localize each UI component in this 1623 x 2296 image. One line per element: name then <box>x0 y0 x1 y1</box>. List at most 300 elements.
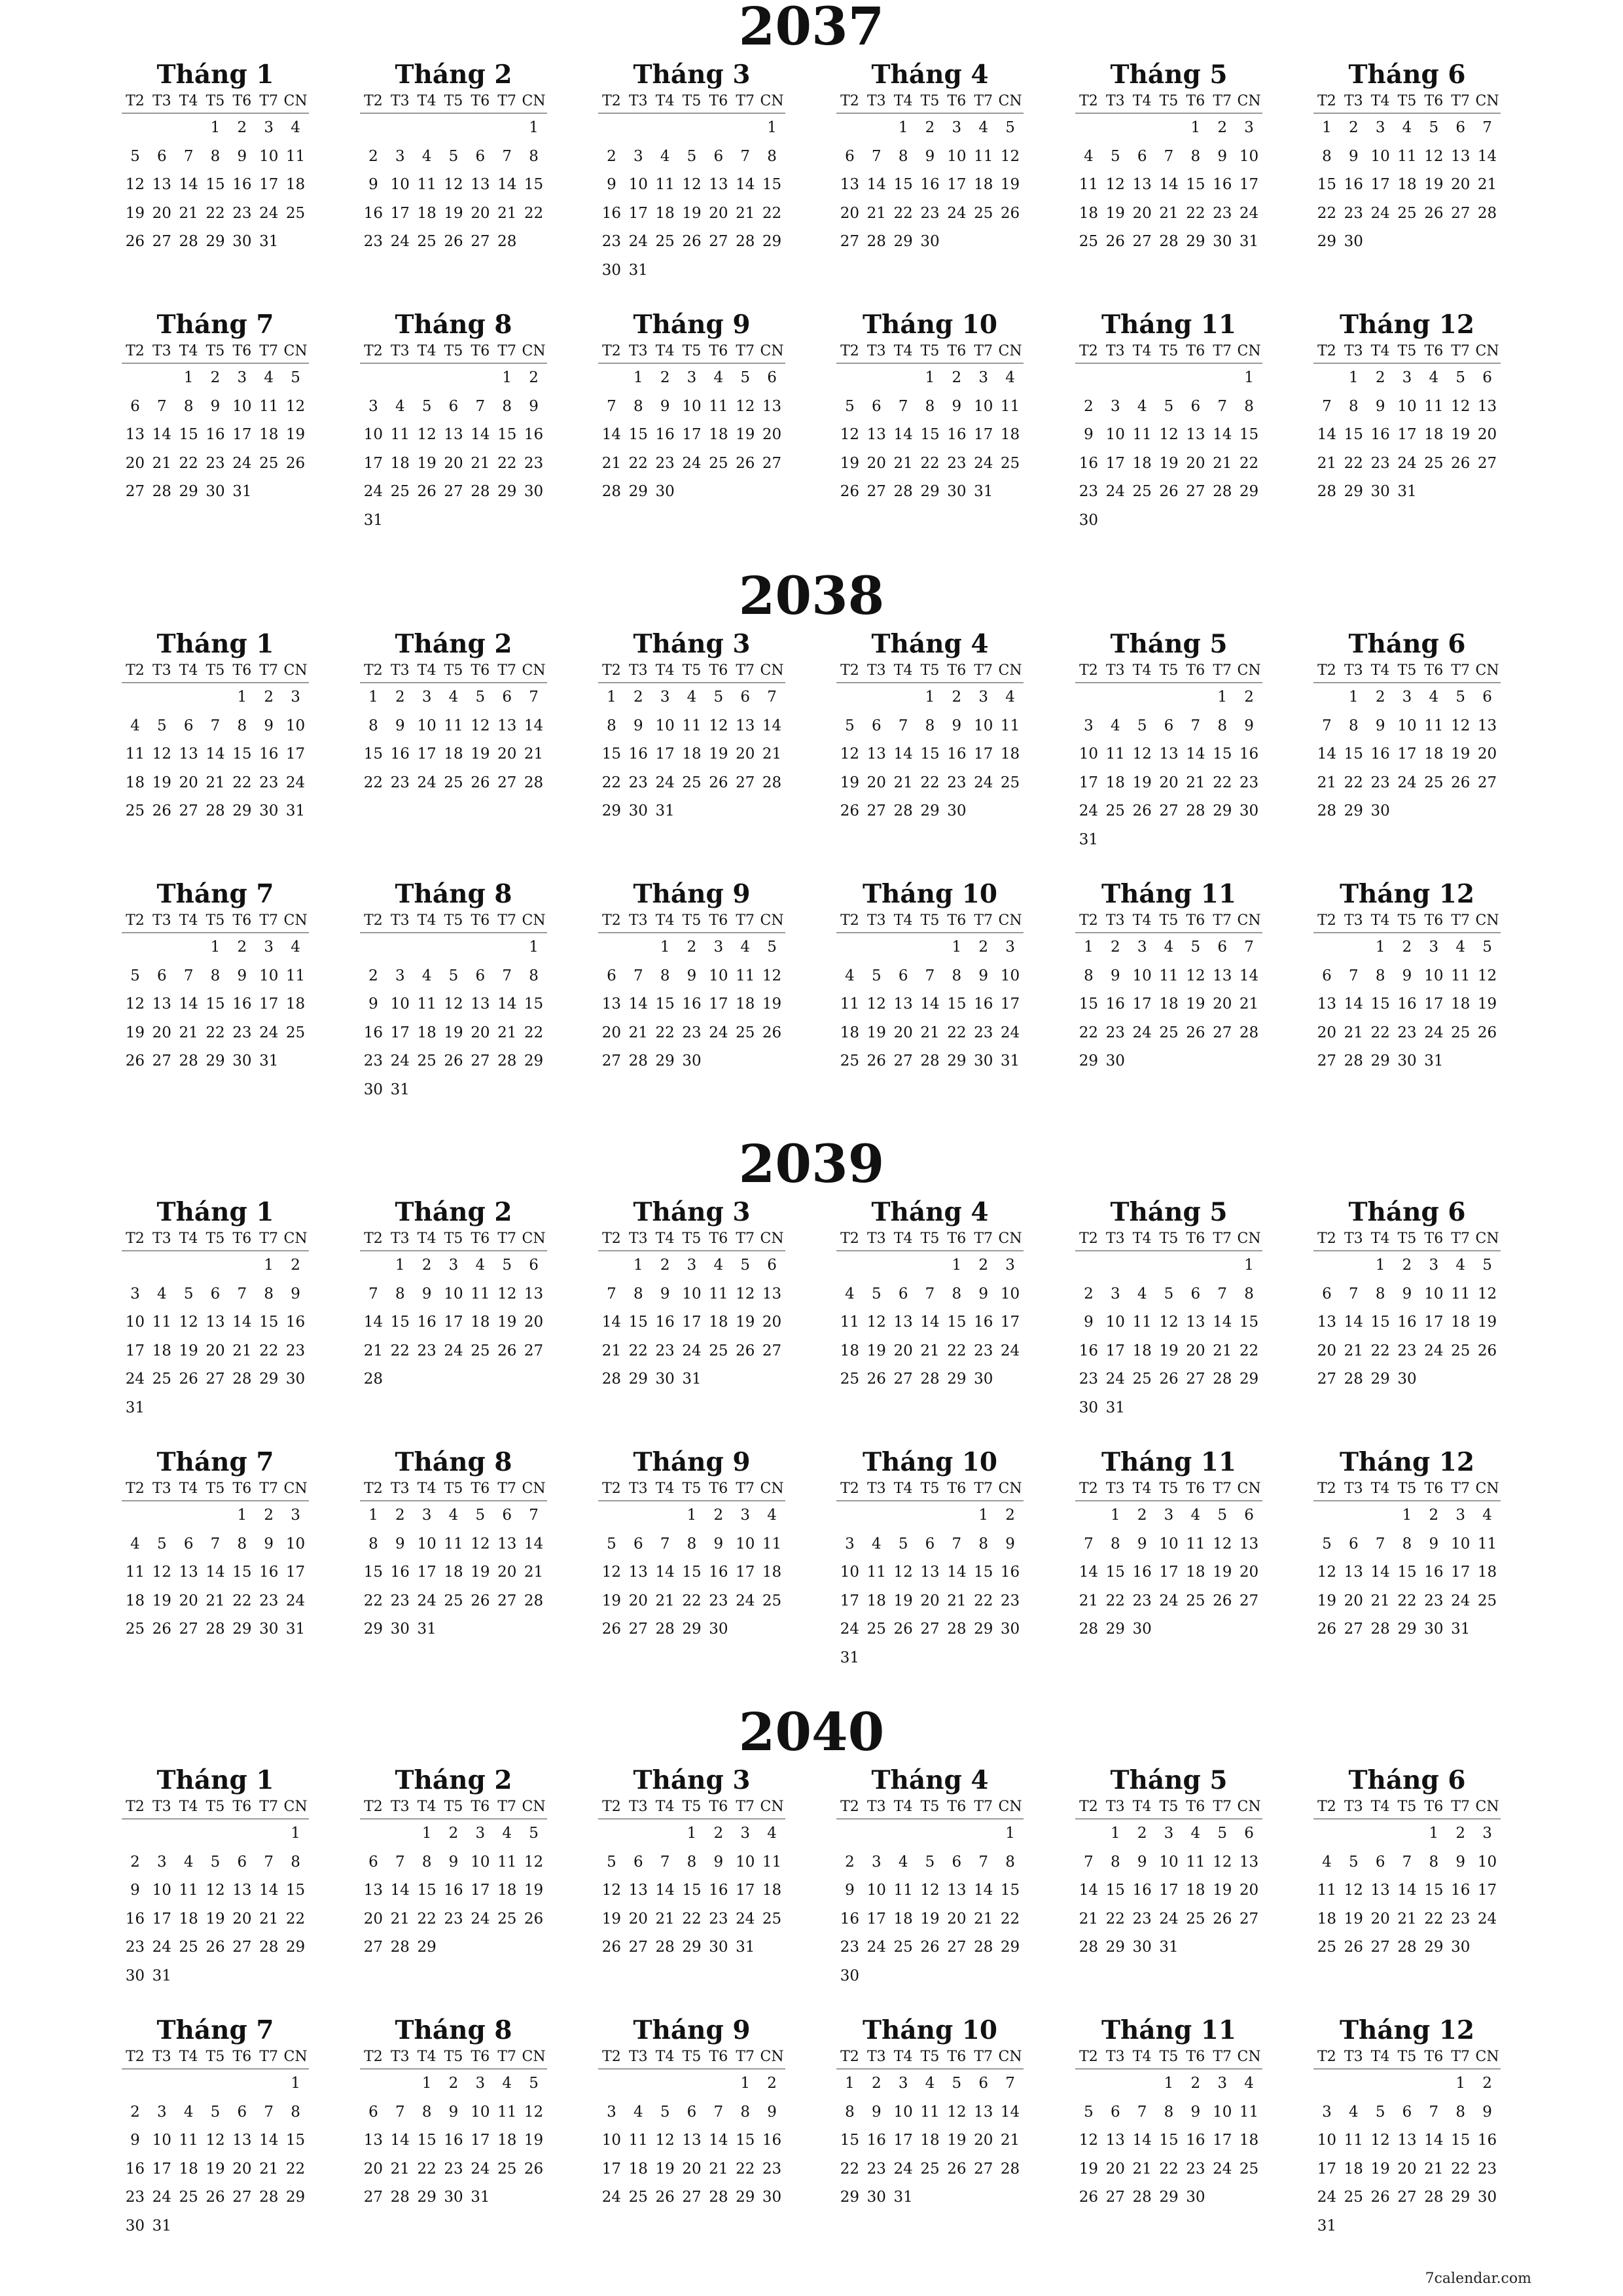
day-cell: 10 <box>1105 1314 1125 1331</box>
day-cell: 27 <box>232 1939 252 1956</box>
weekday-label: T7 <box>1451 1230 1471 1247</box>
month-calendar <box>598 2016 785 2212</box>
day-cell: 13 <box>709 176 728 193</box>
day-cell: 26 <box>736 1342 755 1359</box>
weekday-label: T2 <box>1317 1480 1336 1497</box>
day-cell: 19 <box>1317 1592 1337 1609</box>
day-cell: 24 <box>417 774 437 791</box>
day-cell: 5 <box>183 1285 194 1302</box>
weekday-label: CN <box>522 2049 546 2065</box>
day-grid <box>836 2070 1024 2212</box>
weekday-label: T7 <box>974 662 993 679</box>
day-cell: 8 <box>529 147 539 165</box>
day-cell: 3 <box>421 1507 432 1524</box>
day-cell: 24 <box>444 1342 463 1359</box>
day-cell: 28 <box>390 2189 410 2206</box>
weekday-label: T4 <box>893 912 913 929</box>
weekday-label: T6 <box>1186 1480 1205 1497</box>
day-cell: 21 <box>390 2160 410 2178</box>
day-cell: 10 <box>866 1882 886 1899</box>
day-cell: 8 <box>1348 717 1359 734</box>
month-calendar <box>360 880 547 1104</box>
day-cell: 3 <box>448 1257 459 1274</box>
day-cell: 10 <box>285 717 306 734</box>
day-cell: 20 <box>179 774 198 791</box>
day-cell: 5 <box>740 369 751 386</box>
day-cell: 15 <box>1105 1564 1125 1581</box>
day-cell: 20 <box>1370 1910 1390 1928</box>
day-cell: 23 <box>682 1024 702 1041</box>
weekday-header <box>1075 1797 1262 1820</box>
day-cell: 11 <box>655 176 675 193</box>
day-cell: 18 <box>285 176 306 193</box>
day-cell: 8 <box>1375 967 1385 984</box>
day-cell: 27 <box>628 1621 648 1638</box>
day-cell: 2 <box>130 2103 140 2121</box>
month-name: Tháng 6 <box>1348 1765 1466 1795</box>
day-cell: 24 <box>1424 1342 1444 1359</box>
empty-day-cell <box>202 2070 229 2098</box>
day-cell: 1 <box>368 689 378 706</box>
day-cell: 17 <box>417 1564 437 1581</box>
day-grid <box>598 1501 785 1644</box>
day-cell: 28 <box>205 1621 225 1638</box>
day-cell: 22 <box>1186 204 1205 222</box>
day-cell: 7 <box>1217 1285 1228 1302</box>
weekday-label: T3 <box>1105 93 1125 109</box>
day-cell: 21 <box>1424 2160 1444 2178</box>
day-cell: 24 <box>1132 1024 1152 1041</box>
day-cell: 1 <box>607 689 616 706</box>
empty-day-cell <box>360 1251 387 1280</box>
day-cell: 22 <box>655 1024 675 1041</box>
day-cell: 7 <box>529 689 539 706</box>
weekday-label: T7 <box>259 2049 279 2065</box>
weekday-label: T2 <box>1317 1230 1336 1247</box>
day-cell: 29 <box>1079 1052 1099 1069</box>
day-cell: 13 <box>471 996 490 1013</box>
day-cell: 11 <box>762 1853 782 1871</box>
day-cell: 27 <box>1477 774 1497 791</box>
day-cell: 17 <box>709 996 728 1013</box>
weekday-label: T7 <box>259 1230 279 1247</box>
day-cell: 11 <box>259 397 279 415</box>
day-cell: 21 <box>1132 2160 1152 2178</box>
day-cell: 20 <box>524 1314 544 1331</box>
day-cell: 22 <box>920 454 940 472</box>
empty-day-cell <box>598 1820 625 1848</box>
day-cell: 29 <box>655 1052 675 1069</box>
day-cell: 8 <box>1217 717 1228 734</box>
day-cell: 12 <box>1105 176 1125 193</box>
day-cell: 26 <box>444 1052 463 1069</box>
day-cell: 25 <box>893 1939 913 1956</box>
day-cell: 12 <box>736 397 755 415</box>
day-cell: 10 <box>417 717 437 734</box>
day-cell: 31 <box>893 2189 913 2206</box>
day-cell: 24 <box>866 1939 886 1956</box>
day-cell: 24 <box>471 2160 490 2178</box>
month-calendar <box>1313 310 1501 507</box>
day-cell: 5 <box>1217 1825 1228 1842</box>
day-cell: 15 <box>947 996 967 1013</box>
weekday-label: T5 <box>920 1480 940 1497</box>
day-cell: 13 <box>974 2103 993 2121</box>
weekday-label: T3 <box>628 343 648 359</box>
day-cell: 18 <box>285 996 306 1013</box>
weekday-label: T7 <box>1213 93 1232 109</box>
month-calendar <box>836 1766 1024 1990</box>
day-cell: 6 <box>1244 1825 1254 1842</box>
day-grid <box>122 1820 309 1990</box>
day-cell: 24 <box>655 774 675 791</box>
empty-day-cell <box>652 2070 679 2098</box>
weekday-label: T6 <box>471 93 490 109</box>
day-cell: 4 <box>291 119 300 136</box>
day-cell: 13 <box>628 1882 648 1899</box>
day-cell: 11 <box>628 2132 648 2149</box>
day-cell: 4 <box>1137 1285 1147 1302</box>
weekday-label: CN <box>1475 1799 1499 1815</box>
weekday-label: CN <box>1237 93 1261 109</box>
weekday-label: T4 <box>893 662 913 679</box>
day-cell: 11 <box>920 2103 940 2121</box>
weekday-label: T3 <box>1344 662 1363 679</box>
day-cell: 9 <box>1005 1535 1015 1552</box>
day-cell: 14 <box>947 1564 967 1581</box>
day-cell: 12 <box>601 1564 622 1581</box>
day-cell: 4 <box>421 967 432 984</box>
day-cell: 28 <box>1132 2189 1152 2206</box>
day-cell: 27 <box>682 2189 702 2206</box>
empty-day-cell <box>863 1820 890 1848</box>
weekday-header <box>836 342 1024 364</box>
day-cell: 11 <box>152 1314 171 1331</box>
day-cell: 3 <box>740 1825 751 1842</box>
day-cell: 2 <box>130 1853 140 1871</box>
weekday-label: T2 <box>1317 2049 1336 2065</box>
weekday-label: T2 <box>126 1230 145 1247</box>
day-cell: 21 <box>1370 1592 1390 1609</box>
day-cell: 23 <box>1424 1592 1444 1609</box>
day-cell: 2 <box>978 939 989 956</box>
day-cell: 11 <box>974 147 993 165</box>
day-cell: 5 <box>845 397 855 415</box>
day-cell: 2 <box>421 1257 432 1274</box>
day-cell: 24 <box>736 1592 755 1609</box>
day-cell: 14 <box>736 176 755 193</box>
day-cell: 20 <box>232 2160 252 2178</box>
day-cell: 27 <box>1159 802 1179 819</box>
day-grid <box>1075 933 1262 1076</box>
weekday-label: T2 <box>602 2049 621 2065</box>
day-cell: 13 <box>179 1564 198 1581</box>
day-cell: 8 <box>1455 2103 1466 2121</box>
day-cell: 30 <box>1239 802 1259 819</box>
day-cell: 8 <box>740 2103 751 2121</box>
day-cell: 5 <box>1084 2103 1094 2121</box>
day-cell: 22 <box>736 2160 755 2178</box>
day-cell: 8 <box>1402 1535 1412 1552</box>
day-cell: 17 <box>1424 996 1444 1013</box>
day-cell: 6 <box>687 2103 697 2121</box>
day-cell: 26 <box>840 483 860 500</box>
day-cell: 4 <box>1084 147 1094 165</box>
day-grid <box>1075 364 1262 535</box>
weekday-label: T5 <box>1159 662 1179 679</box>
day-cell: 17 <box>947 176 967 193</box>
day-cell: 21 <box>205 774 225 791</box>
day-cell: 10 <box>974 717 993 734</box>
weekday-label: T7 <box>736 912 755 929</box>
day-cell: 25 <box>1344 2189 1363 2206</box>
weekday-label: T6 <box>471 1480 490 1497</box>
day-cell: 8 <box>1375 1285 1385 1302</box>
day-cell: 10 <box>1132 967 1152 984</box>
empty-day-cell <box>1367 1501 1394 1530</box>
weekday-label: T5 <box>205 1799 225 1815</box>
day-cell: 24 <box>125 1371 145 1388</box>
day-cell: 6 <box>740 689 751 706</box>
weekday-label: T3 <box>152 1480 171 1497</box>
day-cell: 25 <box>1159 1024 1179 1041</box>
day-cell: 23 <box>390 774 410 791</box>
day-cell: 17 <box>444 1314 463 1331</box>
day-cell: 19 <box>762 996 782 1013</box>
day-cell: 11 <box>179 1882 198 1899</box>
day-grid <box>1075 1820 1262 1962</box>
day-cell: 6 <box>1322 1285 1332 1302</box>
day-cell: 26 <box>152 802 171 819</box>
day-cell: 5 <box>925 1853 935 1871</box>
day-cell: 31 <box>363 511 383 529</box>
day-cell: 12 <box>840 426 860 443</box>
day-cell: 3 <box>130 1285 140 1302</box>
day-cell: 5 <box>130 147 140 165</box>
day-cell: 5 <box>529 1825 539 1842</box>
day-cell: 29 <box>259 1371 279 1388</box>
weekday-label: T2 <box>602 93 621 109</box>
weekday-label: T2 <box>1317 1799 1336 1815</box>
day-cell: 16 <box>363 204 383 222</box>
day-cell: 31 <box>471 2189 490 2206</box>
day-cell: 26 <box>125 1052 145 1069</box>
day-cell: 20 <box>125 454 145 472</box>
day-cell: 25 <box>152 1371 171 1388</box>
day-cell: 22 <box>947 1342 967 1359</box>
weekday-label: T7 <box>259 343 279 359</box>
month-name: Tháng 3 <box>633 1197 751 1227</box>
weekday-header <box>836 92 1024 114</box>
day-cell: 6 <box>633 1853 643 1871</box>
day-cell: 10 <box>1451 1535 1471 1552</box>
day-cell: 23 <box>601 233 622 250</box>
day-cell: 28 <box>205 802 225 819</box>
weekday-header <box>122 342 309 364</box>
day-cell: 2 <box>978 1257 989 1274</box>
day-cell: 12 <box>682 176 702 193</box>
day-cell: 23 <box>363 233 383 250</box>
day-cell: 4 <box>1190 1507 1201 1524</box>
day-cell: 8 <box>237 1535 247 1552</box>
day-cell: 25 <box>417 233 437 250</box>
day-cell: 2 <box>448 1825 459 1842</box>
day-cell: 24 <box>1159 1592 1179 1609</box>
weekday-label: T3 <box>866 93 886 109</box>
month-name: Tháng 4 <box>871 1197 989 1227</box>
weekday-label: T7 <box>1451 1799 1471 1815</box>
day-cell: 19 <box>920 1910 940 1928</box>
weekday-label: T5 <box>205 93 225 109</box>
day-cell: 31 <box>285 802 306 819</box>
empty-day-cell <box>202 1501 229 1530</box>
day-cell: 29 <box>1317 233 1337 250</box>
day-cell: 15 <box>1239 1314 1259 1331</box>
day-cell: 25 <box>497 1910 517 1928</box>
day-cell: 21 <box>363 1342 383 1359</box>
day-cell: 7 <box>264 2103 274 2121</box>
empty-day-cell <box>1394 2070 1421 2098</box>
day-cell: 11 <box>1186 1535 1205 1552</box>
weekday-label: CN <box>1237 1480 1261 1497</box>
day-cell: 1 <box>210 939 221 956</box>
month-name: Tháng 3 <box>633 1765 751 1795</box>
weekday-label: T2 <box>602 1230 621 1247</box>
day-cell: 23 <box>417 1342 437 1359</box>
day-cell: 14 <box>974 1882 993 1899</box>
day-cell: 1 <box>183 369 194 386</box>
day-cell: 9 <box>952 717 962 734</box>
day-cell: 27 <box>601 1052 622 1069</box>
day-cell: 4 <box>395 397 405 415</box>
day-cell: 5 <box>210 2103 221 2121</box>
day-cell: 5 <box>1110 147 1120 165</box>
day-cell: 2 <box>1348 119 1359 136</box>
weekday-label: T4 <box>417 1799 437 1815</box>
empty-day-cell <box>1102 364 1129 393</box>
weekday-label: T5 <box>1397 2049 1417 2065</box>
day-cell: 26 <box>471 774 490 791</box>
day-cell: 31 <box>1239 233 1259 250</box>
weekday-header <box>1313 1797 1501 1820</box>
day-cell: 24 <box>601 2189 622 2206</box>
empty-day-cell <box>1209 364 1236 393</box>
day-cell: 30 <box>762 2189 782 2206</box>
day-cell: 9 <box>1429 1535 1439 1552</box>
day-cell: 26 <box>601 1939 622 1956</box>
weekday-header <box>1313 911 1501 933</box>
day-grid <box>360 2070 547 2212</box>
day-cell: 9 <box>1110 967 1120 984</box>
day-cell: 10 <box>1000 967 1020 984</box>
day-cell: 23 <box>1079 483 1099 500</box>
day-cell: 1 <box>1402 1507 1412 1524</box>
empty-day-cell <box>1394 1820 1421 1848</box>
weekday-label: T5 <box>920 1799 940 1815</box>
day-cell: 13 <box>1186 1314 1205 1331</box>
empty-day-cell <box>1156 364 1183 393</box>
day-cell: 10 <box>628 176 648 193</box>
day-cell: 26 <box>893 1621 913 1638</box>
day-cell: 22 <box>497 454 517 472</box>
day-cell: 27 <box>893 1052 913 1069</box>
empty-day-cell <box>467 933 493 962</box>
day-cell: 18 <box>1105 774 1125 791</box>
weekday-label: CN <box>283 662 308 679</box>
day-cell: 19 <box>1344 1910 1363 1928</box>
weekday-label: T7 <box>497 912 517 929</box>
day-cell: 25 <box>709 1342 728 1359</box>
weekday-label: CN <box>283 343 308 359</box>
day-cell: 10 <box>1159 1853 1179 1871</box>
day-cell: 1 <box>1322 119 1332 136</box>
day-cell: 3 <box>633 147 643 165</box>
day-cell: 30 <box>1397 1371 1417 1388</box>
weekday-header <box>1075 911 1262 933</box>
day-cell: 13 <box>1370 1882 1390 1899</box>
weekday-label: T6 <box>232 1799 252 1815</box>
month-calendar <box>1075 2016 1262 2212</box>
day-cell: 26 <box>920 1939 940 1956</box>
day-grid <box>360 1820 547 1962</box>
weekday-label: T7 <box>497 662 517 679</box>
day-cell: 17 <box>417 745 437 762</box>
weekday-label: T4 <box>1370 93 1390 109</box>
day-cell: 27 <box>1105 2189 1125 2206</box>
day-cell: 18 <box>1397 176 1417 193</box>
empty-day-cell <box>863 683 890 712</box>
weekday-label: T4 <box>179 2049 198 2065</box>
day-cell: 21 <box>893 774 913 791</box>
day-cell: 7 <box>1137 2103 1147 2121</box>
weekday-label: T4 <box>179 93 198 109</box>
day-cell: 30 <box>363 1081 383 1098</box>
weekday-label: T5 <box>1159 93 1179 109</box>
day-cell: 10 <box>1105 426 1125 443</box>
day-cell: 10 <box>232 397 252 415</box>
empty-day-cell <box>1102 683 1129 712</box>
day-cell: 24 <box>1451 1592 1471 1609</box>
empty-day-cell <box>1156 114 1183 143</box>
day-cell: 19 <box>1079 2160 1099 2178</box>
empty-day-cell <box>175 1501 202 1530</box>
weekday-label: T3 <box>1344 912 1363 929</box>
day-cell: 22 <box>1105 1592 1125 1609</box>
day-cell: 23 <box>363 1052 383 1069</box>
day-cell: 18 <box>1079 204 1099 222</box>
weekday-label: T5 <box>444 1230 463 1247</box>
day-cell: 24 <box>1159 1910 1179 1928</box>
weekday-label: T6 <box>232 93 252 109</box>
day-cell: 18 <box>1132 454 1152 472</box>
month-name: Tháng 8 <box>395 879 512 909</box>
day-cell: 9 <box>687 967 697 984</box>
month-calendar <box>836 1198 1024 1394</box>
day-cell: 17 <box>285 745 306 762</box>
day-cell: 15 <box>1159 2132 1179 2149</box>
day-cell: 9 <box>448 1853 459 1871</box>
weekday-label: T4 <box>1132 912 1152 929</box>
day-cell: 22 <box>205 204 225 222</box>
day-grid <box>1075 2070 1262 2212</box>
empty-day-cell <box>149 364 175 393</box>
month-calendar <box>598 880 785 1076</box>
day-grid <box>598 364 785 507</box>
month-name: Tháng 3 <box>633 629 751 659</box>
day-cell: 1 <box>925 369 935 386</box>
day-cell: 7 <box>1164 147 1174 165</box>
day-cell: 21 <box>1213 454 1232 472</box>
